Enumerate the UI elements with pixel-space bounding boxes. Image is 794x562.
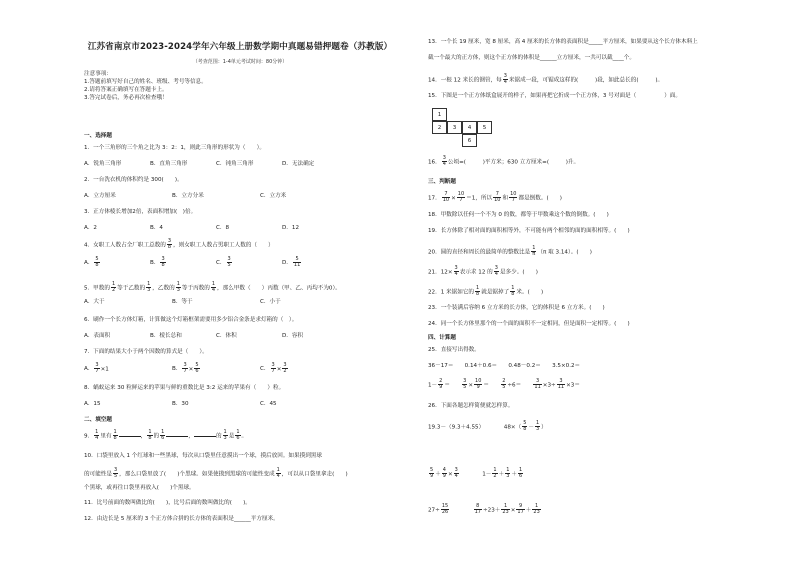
option[interactable]: A．大于	[84, 299, 105, 305]
option[interactable]: A． $\frac{5}{8}$	[84, 256, 99, 269]
net-face-5: 5	[477, 121, 492, 134]
question-25-row-1: 36－17＝ 0.14＋0.6＝ 0.48－0.2＝ 3.5×0.2＝	[428, 363, 581, 369]
question-25: 25．直接写出得数。	[428, 347, 480, 353]
question-3: 3．正方体棱长增加2倍，表面积增加( )倍。	[84, 209, 197, 215]
question-4: 4．女职工人数占全厂职工总数的 $\frac{3}{8}$ ，则女职工人数占男职工人数的（ ）	[84, 238, 274, 251]
question-26: 26．下面各题怎样简便就怎样算。	[428, 403, 514, 409]
option[interactable]: D． $\frac{5}{11}$	[282, 256, 301, 269]
question-3-options	[84, 226, 396, 232]
page-title: 江苏省南京市2023-2024学年六年级上册数学期中真题易错押题卷（苏教版）	[87, 42, 393, 52]
question-24: 24．同一个长方体里那个的一个面的面积不一定相同，但是面积一定相等。( )	[428, 321, 630, 327]
net-face-1: 1	[432, 108, 447, 121]
question-14: 14．一根 12 米长的钢管，每 $\frac{3}{4}$ 米锯成一段，可锯成这样的( )段，如此总长的( )。	[428, 73, 664, 86]
net-face-6: 6	[462, 134, 477, 147]
question-21: 21．12× $\frac{3}{4}$ 表示求 12 的 $\frac{3}{4}$ 是多少。( )	[428, 265, 538, 278]
option[interactable]: C．钝角三角形	[216, 161, 254, 167]
option[interactable]: D．容积	[282, 333, 304, 339]
option[interactable]: C．小于	[260, 299, 281, 305]
question-10-line-3: 个黑球，或再往口袋里再放入( )个黑球。	[84, 485, 195, 491]
question-22: 22．1 米锯如它的 $\frac{1}{8}$ 就是锯掉了 $\frac{1}{8}$ 米。( )	[428, 285, 544, 298]
question-17: 17． $\frac{7}{10}$ × $\frac{10}{7}$ ＝1，所以 $\frac{7}{10}$ 和 $\frac{10}{7}$ 都是倒数。( )	[428, 191, 562, 204]
question-18: 18．甲数除以任何一个不为 0 的数，都等于甲数乘这个数的倒数。( )	[428, 212, 609, 218]
section-judge: 三、判断题	[428, 179, 456, 185]
question-6-options	[84, 334, 396, 340]
section-choice: 一、选择题	[84, 133, 112, 139]
question-13-line-2: 截一个最大的正方体，则这个正方体的体积是______立方厘米，一共可以截____个。	[428, 55, 635, 61]
question-5-options	[84, 300, 396, 306]
question-6: 6．刷作一个长方体灯箱，计算做这个灯箱框架需要用多少铝合金条是求灯箱的（ ）。	[84, 317, 298, 323]
option[interactable]: A． $\frac{3}{7}$ ×1	[84, 362, 109, 375]
question-8: 8．蜗蚁运来 30 粒鲜运来的苹果与鲜的重数比是 3:2 运来的苹果有（ ）粒。	[84, 385, 285, 391]
question-12: 12．由边长是 5 厘米的 3 个正方体合拼的长方体的表面积是______平方厘米。	[84, 516, 279, 522]
question-9: 9． $\frac{1}{4}$ 里有 $\frac{1}{8}$ ， $\frac{1}{8}$ 的 $\frac{1}{6}$ ， 的 $\frac{1}{3}$ 是 $\frac{1}{6}$ 。	[84, 429, 248, 442]
option[interactable]: B．直角三角形	[150, 161, 188, 167]
question-23: 23．一个装满后容纳 6 立方米的长方体，它的体积是 6 立方米。( )	[428, 305, 605, 311]
option[interactable]: B．等于	[172, 299, 193, 305]
option[interactable]: D．12	[282, 225, 300, 231]
notice-item-3: 3.答完试卷后，务必再次检查哦！	[84, 95, 168, 101]
section-fill: 二、填空题	[84, 417, 112, 423]
option[interactable]: C．8	[216, 225, 230, 231]
question-11: 11．比号前面的数叫做比的( )，比号后面的数叫做比的( )。	[84, 500, 251, 506]
question-1-options	[84, 162, 396, 168]
question-1: 1．一个三角形的三个角之比为 3：2：1，则此三角形的形状为（ ）。	[84, 145, 266, 151]
notice-item-1: 1.答题前填写好自己的姓名、班级、考号等信息。	[84, 79, 207, 85]
notice-heading: 注意事项：	[84, 71, 112, 77]
question-26-row-1: 19.3－（9.3＋4.55） 48×（ $\frac{5}{8}$ － $\frac{1}{3}$ ）	[428, 420, 547, 433]
option[interactable]: B． $\frac{3}{8}$	[150, 256, 165, 269]
page-subtitle: （考查范围：1-4单元考试时间：80分钟）	[192, 59, 288, 65]
option[interactable]: C．45	[260, 401, 277, 407]
question-8-options	[84, 402, 396, 408]
option[interactable]: A．2	[84, 225, 97, 231]
question-16: 16． $\frac{3}{4}$ 公顷=( )平方米；630 立方厘米=( )升。	[428, 155, 580, 168]
option[interactable]: B． $\frac{3}{7}$ × $\frac{5}{6}$	[172, 362, 199, 375]
option[interactable]: A．立方厘米	[84, 193, 116, 199]
net-face-4: 4	[462, 121, 477, 134]
option[interactable]: B．30	[172, 401, 189, 407]
question-4-options	[84, 257, 396, 269]
question-7: 7．下面的结果大小于两个因数的算式是（ ）。	[84, 349, 208, 355]
question-25-row-2: 1－ $\frac{2}{9}$ ＝ $\frac{3}{5}$ × $\frac{10}{9}$ ＝ $\frac{2}{5}$ ÷6＝ $\frac{3}{11}$ ×3÷ $\frac{3}{11}$ ×3＝	[428, 378, 580, 391]
question-10-line-2: 的可能性是 $\frac{3}{5}$ ，那么口袋里放了( )个黑球。如果使摸到黑球的可能性变成 $\frac{1}{4}$ ，可以从口袋里拿走( )	[84, 467, 348, 480]
question-26-row-3: 27÷ $\frac{15}{26}$ $\frac{8}{17}$ ÷23＋ $\frac{1}{23}$ × $\frac{9}{17}$ ＋ $\frac{1}{23}$	[428, 503, 540, 516]
option[interactable]: C． $\frac{3}{7}$ × $\frac{3}{2}$	[260, 362, 287, 375]
net-face-2: 2	[432, 121, 447, 134]
option[interactable]: B．立方分米	[172, 193, 204, 199]
option[interactable]: C．立方米	[260, 193, 287, 199]
option[interactable]: A．表面积	[84, 333, 111, 339]
section-calc: 四、计算题	[428, 335, 456, 341]
question-5: 5．甲数的 $\frac{1}{2}$ 等于乙数的 $\frac{1}{3}$ ，乙数的 $\frac{1}{3}$ 等于丙数的 $\frac{1}{4}$ ，那么甲数（ ）丙数（甲、乙、丙均不为0）。	[84, 281, 341, 294]
question-19: 19．长方体除了相对面的面积相等外，不可能有两个相邻的面的面积相等。( )	[428, 228, 630, 234]
option[interactable]: C． $\frac{3}{5}$	[216, 256, 231, 269]
net-face-3: 3	[447, 121, 462, 134]
option[interactable]: B．棱长总和	[150, 333, 182, 339]
option[interactable]: B．4	[150, 225, 163, 231]
option[interactable]: A．锐角三角形	[84, 161, 122, 167]
question-2-options	[84, 194, 396, 200]
option[interactable]: A．15	[84, 401, 101, 407]
question-26-row-2: $\frac{5}{9}$ ＋ $\frac{4}{9}$ × $\frac{3}{4}$ 1－ $\frac{1}{2}$ ＋ $\frac{1}{3}$ ＋ $\frac{1}{6}$	[430, 467, 523, 480]
question-10-line-1: 10．口袋里放入 1 个红球和一些黑球，每次从口袋里任意摸出一个球，摸后放回。如果摸到黑球	[84, 453, 322, 459]
option[interactable]: C．体积	[216, 333, 237, 339]
notice-item-2: 2.请将答案正确填写在答题卡上。	[84, 87, 168, 93]
question-7-options	[84, 363, 396, 375]
question-15: 15．下图是一个正方体纸盒展开的样子，如果再把它折成一个正方体，3 号对面是（ ）面。	[428, 93, 681, 99]
question-20: 20．圆的直径和周长的最简单的整数比是 $\frac{1}{\pi}$ （π 取 3.14）。( )	[428, 245, 592, 258]
option[interactable]: D．无法确定	[282, 161, 315, 167]
question-13-line-1: 13．一个长 19 厘米，宽 8 厘米，高 4 厘米的长方体的表面积是_____平方厘米，如果要从这个长方体木料上	[428, 39, 698, 45]
question-2: 2．一台洗衣机的体积约是 300( )。	[84, 177, 183, 183]
